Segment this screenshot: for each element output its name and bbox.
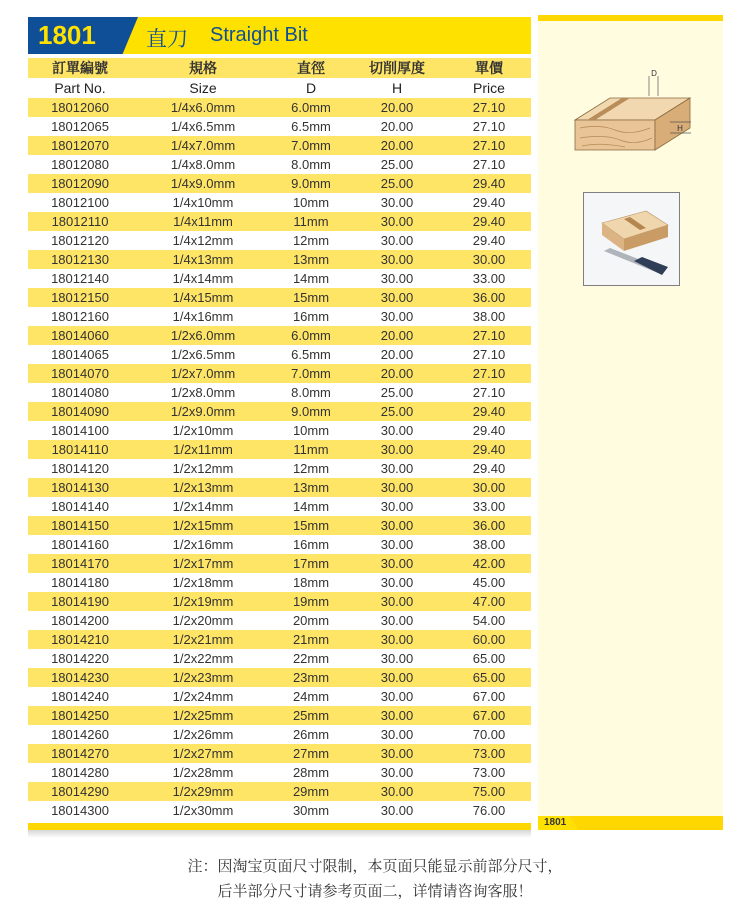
spec-table-body xyxy=(28,98,531,820)
table-row xyxy=(28,288,531,307)
cut-height-cell: 30.00 xyxy=(380,518,414,533)
diameter-cell: 12mm xyxy=(292,233,330,248)
size-cell: 1/2x27mm xyxy=(172,746,234,761)
table-row xyxy=(28,725,531,744)
table-row xyxy=(28,193,531,212)
size-cell: 1/4x16mm xyxy=(172,309,234,324)
part-no-cell: 18012080 xyxy=(51,157,109,172)
price-cell: 27.10 xyxy=(472,385,506,400)
cut-height-cell: 30.00 xyxy=(380,575,414,590)
size-cell: 1/2x28mm xyxy=(172,765,234,780)
size-cell: 1/4x6.0mm xyxy=(170,100,236,115)
size-cell: 1/2x14mm xyxy=(172,499,234,514)
cut-height-cell: 30.00 xyxy=(380,784,414,799)
table-header-band xyxy=(28,17,531,54)
cut-height-cell: 20.00 xyxy=(380,366,414,381)
table-row xyxy=(28,440,531,459)
cut-height-cell: 20.00 xyxy=(380,328,414,343)
cut-height-cell: 25.00 xyxy=(380,385,414,400)
price-cell: 29.40 xyxy=(472,233,506,248)
cut-height-cell: 30.00 xyxy=(380,195,414,210)
part-no-cell: 18012160 xyxy=(51,309,109,324)
table-row xyxy=(28,611,531,630)
table-row xyxy=(28,250,531,269)
cut-height-cell: 30.00 xyxy=(380,556,414,571)
table-row xyxy=(28,478,531,497)
price-cell: 27.10 xyxy=(472,328,506,343)
part-no-cell: 18012120 xyxy=(51,233,109,248)
column-header-size-cn: 規格 xyxy=(189,60,217,76)
part-no-cell: 18014210 xyxy=(51,632,109,647)
table-footer-bar xyxy=(28,823,531,830)
size-cell: 1/2x13mm xyxy=(172,480,234,495)
part-no-cell: 18014090 xyxy=(51,404,109,419)
diameter-cell: 6.0mm xyxy=(291,100,331,115)
size-cell: 1/2x26mm xyxy=(172,727,234,742)
dimension-h-label: H xyxy=(677,124,683,133)
diameter-cell: 26mm xyxy=(292,727,330,742)
price-cell: 27.10 xyxy=(472,119,506,134)
diameter-cell: 17mm xyxy=(292,556,330,571)
part-no-cell: 18012110 xyxy=(51,214,109,229)
table-row xyxy=(28,687,531,706)
cut-height-cell: 30.00 xyxy=(380,594,414,609)
price-cell: 42.00 xyxy=(472,556,506,571)
table-footer-shadow xyxy=(28,830,531,838)
table-row xyxy=(28,554,531,573)
diameter-cell: 12mm xyxy=(292,461,330,476)
part-no-cell: 18014190 xyxy=(51,594,109,609)
table-row xyxy=(28,421,531,440)
diameter-cell: 10mm xyxy=(292,195,330,210)
part-no-cell: 18014180 xyxy=(51,575,109,590)
part-no-cell: 18014150 xyxy=(51,518,109,533)
diameter-cell: 28mm xyxy=(292,765,330,780)
price-cell: 27.10 xyxy=(472,157,506,172)
cut-height-cell: 30.00 xyxy=(380,423,414,438)
product-title-en: Straight Bit xyxy=(210,24,308,46)
cut-height-cell: 30.00 xyxy=(380,233,414,248)
column-header-cut-height: H xyxy=(391,80,403,96)
table-row xyxy=(28,364,531,383)
size-cell: 1/2x11mm xyxy=(173,442,233,457)
part-no-cell: 18014300 xyxy=(51,803,109,818)
part-no-cell: 18012070 xyxy=(51,138,109,153)
cut-height-cell: 30.00 xyxy=(380,746,414,761)
price-cell: 65.00 xyxy=(472,670,506,685)
price-cell: 29.40 xyxy=(472,442,506,457)
size-cell: 1/2x10mm xyxy=(172,423,234,438)
table-row xyxy=(28,231,531,250)
size-cell: 1/2x29mm xyxy=(172,784,234,799)
table-row xyxy=(28,782,531,801)
size-cell: 1/2x17mm xyxy=(172,556,234,571)
size-cell: 1/2x18mm xyxy=(172,575,234,590)
cut-height-cell: 25.00 xyxy=(380,176,414,191)
diameter-cell: 11mm xyxy=(293,214,329,229)
price-cell: 27.10 xyxy=(472,100,506,115)
cut-height-cell: 20.00 xyxy=(380,100,414,115)
table-row xyxy=(28,573,531,592)
price-cell: 29.40 xyxy=(472,404,506,419)
table-row xyxy=(28,516,531,535)
price-cell: 60.00 xyxy=(472,632,506,647)
table-row xyxy=(28,212,531,231)
sidebar-footer-bar xyxy=(538,816,723,830)
diameter-cell: 23mm xyxy=(292,670,330,685)
price-cell: 73.00 xyxy=(472,746,506,761)
table-row xyxy=(28,345,531,364)
table-row xyxy=(28,459,531,478)
part-no-cell: 18014110 xyxy=(51,442,109,457)
cut-height-cell: 30.00 xyxy=(380,651,414,666)
diameter-cell: 16mm xyxy=(292,309,330,324)
diameter-cell: 27mm xyxy=(292,746,330,761)
table-row xyxy=(28,763,531,782)
part-no-cell: 18012090 xyxy=(51,176,109,191)
table-row xyxy=(28,98,531,117)
diameter-cell: 20mm xyxy=(292,613,330,628)
price-cell: 38.00 xyxy=(472,537,506,552)
table-row xyxy=(28,326,531,345)
cut-height-cell: 30.00 xyxy=(380,252,414,267)
size-cell: 1/2x6.5mm xyxy=(170,347,236,362)
diameter-cell: 15mm xyxy=(292,290,330,305)
cut-height-cell: 30.00 xyxy=(380,803,414,818)
diameter-cell: 14mm xyxy=(292,499,330,514)
part-no-cell: 18014170 xyxy=(51,556,109,571)
size-cell: 1/4x6.5mm xyxy=(170,119,236,134)
router-bit-photo xyxy=(584,193,679,285)
column-headers-en xyxy=(28,78,531,98)
column-header-size: Size xyxy=(189,80,217,96)
price-cell: 67.00 xyxy=(472,708,506,723)
groove-diagram xyxy=(570,68,695,158)
table-row xyxy=(28,497,531,516)
price-cell: 33.00 xyxy=(472,271,506,286)
part-no-cell: 18014220 xyxy=(51,651,109,666)
cut-height-cell: 30.00 xyxy=(380,632,414,647)
cut-height-cell: 30.00 xyxy=(380,290,414,305)
cut-height-cell: 30.00 xyxy=(380,727,414,742)
column-headers-cn xyxy=(28,58,531,78)
size-cell: 1/4x14mm xyxy=(172,271,234,286)
price-cell: 45.00 xyxy=(472,575,506,590)
diameter-cell: 7.0mm xyxy=(291,138,331,153)
column-header-price: Price xyxy=(473,80,505,96)
cut-height-cell: 25.00 xyxy=(380,404,414,419)
size-cell: 1/2x23mm xyxy=(172,670,234,685)
diameter-cell: 13mm xyxy=(292,480,330,495)
price-cell: 76.00 xyxy=(472,803,506,818)
cut-height-cell: 30.00 xyxy=(380,480,414,495)
column-header-part-no-cn: 訂單編號 xyxy=(52,60,108,76)
column-header-cut-height-cn: 切削厚度 xyxy=(369,60,425,76)
size-cell: 1/4x15mm xyxy=(172,290,234,305)
size-cell: 1/4x12mm xyxy=(172,233,234,248)
cut-height-cell: 30.00 xyxy=(380,309,414,324)
part-no-cell: 18012065 xyxy=(51,119,109,134)
diameter-cell: 10mm xyxy=(292,423,330,438)
size-cell: 1/2x20mm xyxy=(172,613,234,628)
table-row xyxy=(28,136,531,155)
price-cell: 27.10 xyxy=(472,366,506,381)
product-title-cn: 直刀 xyxy=(146,28,188,51)
part-no-cell: 18014290 xyxy=(51,784,109,799)
cut-height-cell: 30.00 xyxy=(380,461,414,476)
diameter-cell: 11mm xyxy=(293,442,329,457)
cut-height-cell: 20.00 xyxy=(380,347,414,362)
part-no-cell: 18012130 xyxy=(51,252,109,267)
diameter-cell: 19mm xyxy=(292,594,330,609)
cut-height-cell: 30.00 xyxy=(380,670,414,685)
size-cell: 1/2x12mm xyxy=(172,461,234,476)
size-cell: 1/2x19mm xyxy=(172,594,234,609)
column-header-price-cn: 單價 xyxy=(475,60,503,76)
note-line-2: 后半部分尺寸请参考页面二，详情请咨询客服！ xyxy=(217,883,533,900)
diameter-cell: 24mm xyxy=(292,689,330,704)
size-cell: 1/2x7.0mm xyxy=(170,366,236,381)
part-no-cell: 18014070 xyxy=(51,366,109,381)
part-no-cell: 18012140 xyxy=(51,271,109,286)
cut-height-cell: 30.00 xyxy=(380,499,414,514)
part-no-cell: 18014130 xyxy=(51,480,109,495)
part-no-cell: 18014100 xyxy=(51,423,109,438)
diameter-cell: 9.0mm xyxy=(291,404,331,419)
diameter-cell: 8.0mm xyxy=(291,385,331,400)
diameter-cell: 6.5mm xyxy=(291,347,331,362)
part-no-cell: 18012100 xyxy=(51,195,109,210)
part-no-cell: 18014250 xyxy=(51,708,109,723)
table-row xyxy=(28,174,531,193)
size-cell: 1/2x8.0mm xyxy=(170,385,236,400)
table-row xyxy=(28,668,531,687)
cut-height-cell: 30.00 xyxy=(380,708,414,723)
price-cell: 29.40 xyxy=(472,461,506,476)
price-cell: 29.40 xyxy=(472,176,506,191)
table-row xyxy=(28,117,531,136)
price-cell: 47.00 xyxy=(472,594,506,609)
table-row xyxy=(28,801,531,820)
size-cell: 1/4x13mm xyxy=(172,252,234,267)
part-no-cell: 18014120 xyxy=(51,461,109,476)
table-row xyxy=(28,155,531,174)
size-cell: 1/4x8.0mm xyxy=(170,157,236,172)
size-cell: 1/2x22mm xyxy=(172,651,234,666)
diameter-cell: 13mm xyxy=(292,252,330,267)
size-cell: 1/2x24mm xyxy=(172,689,234,704)
part-no-cell: 18014230 xyxy=(51,670,109,685)
part-no-cell: 18014080 xyxy=(51,385,109,400)
price-cell: 65.00 xyxy=(472,651,506,666)
cut-height-cell: 30.00 xyxy=(380,765,414,780)
part-no-cell: 18014200 xyxy=(51,613,109,628)
part-no-cell: 18014060 xyxy=(51,328,109,343)
size-cell: 1/2x30mm xyxy=(172,803,234,818)
table-row xyxy=(28,592,531,611)
part-no-cell: 18014270 xyxy=(51,746,109,761)
price-cell: 33.00 xyxy=(472,499,506,514)
size-cell: 1/2x9.0mm xyxy=(170,404,236,419)
table-row xyxy=(28,269,531,288)
size-cell: 1/4x10mm xyxy=(172,195,234,210)
diameter-cell: 6.0mm xyxy=(291,328,331,343)
part-no-cell: 18012150 xyxy=(51,290,109,305)
price-cell: 73.00 xyxy=(472,765,506,780)
column-header-diameter-cn: 直徑 xyxy=(297,60,325,76)
part-no-cell: 18014240 xyxy=(51,689,109,704)
diameter-cell: 6.5mm xyxy=(291,119,331,134)
price-cell: 67.00 xyxy=(472,689,506,704)
price-cell: 27.10 xyxy=(472,347,506,362)
size-cell: 1/2x6.0mm xyxy=(170,328,236,343)
part-no-cell: 18014260 xyxy=(51,727,109,742)
diameter-cell: 29mm xyxy=(292,784,330,799)
product-photo xyxy=(583,192,680,286)
price-cell: 38.00 xyxy=(472,309,506,324)
price-cell: 30.00 xyxy=(472,252,506,267)
table-row xyxy=(28,744,531,763)
size-cell: 1/4x9.0mm xyxy=(170,176,236,191)
diameter-cell: 18mm xyxy=(292,575,330,590)
note-line-1: 注：因淘宝页面尺寸限制，本页面只能显示前部分尺寸， xyxy=(187,858,563,875)
diameter-cell: 21mm xyxy=(292,632,330,647)
price-cell: 29.40 xyxy=(472,423,506,438)
price-cell: 54.00 xyxy=(472,613,506,628)
diameter-cell: 9.0mm xyxy=(291,176,331,191)
diameter-cell: 16mm xyxy=(292,537,330,552)
cut-height-cell: 30.00 xyxy=(380,214,414,229)
diameter-cell: 25mm xyxy=(292,708,330,723)
product-code: 1801 xyxy=(38,20,96,50)
cut-height-cell: 30.00 xyxy=(380,689,414,704)
price-cell: 27.10 xyxy=(472,138,506,153)
part-no-cell: 18014065 xyxy=(51,347,109,362)
cut-height-cell: 25.00 xyxy=(380,157,414,172)
price-cell: 75.00 xyxy=(472,784,506,799)
sidebar-product-code: 1801 xyxy=(544,817,567,828)
cut-height-cell: 20.00 xyxy=(380,138,414,153)
diameter-cell: 22mm xyxy=(292,651,330,666)
cut-height-cell: 20.00 xyxy=(380,119,414,134)
diameter-cell: 14mm xyxy=(292,271,330,286)
size-cell: 1/2x15mm xyxy=(172,518,234,533)
size-cell: 1/2x25mm xyxy=(172,708,234,723)
table-row xyxy=(28,307,531,326)
size-cell: 1/4x11mm xyxy=(173,214,233,229)
diameter-cell: 8.0mm xyxy=(291,157,331,172)
size-cell: 1/2x16mm xyxy=(172,537,234,552)
diameter-cell: 7.0mm xyxy=(291,366,331,381)
table-row xyxy=(28,630,531,649)
part-no-cell: 18014140 xyxy=(51,499,109,514)
column-header-part-no: Part No. xyxy=(54,80,106,96)
diameter-cell: 15mm xyxy=(292,518,330,533)
price-cell: 29.40 xyxy=(472,214,506,229)
price-cell: 70.00 xyxy=(472,727,506,742)
table-row xyxy=(28,402,531,421)
table-row xyxy=(28,535,531,554)
price-cell: 29.40 xyxy=(472,195,506,210)
size-cell: 1/2x21mm xyxy=(172,632,234,647)
cut-height-cell: 30.00 xyxy=(380,613,414,628)
part-no-cell: 18014280 xyxy=(51,765,109,780)
column-header-diameter: D xyxy=(305,80,317,96)
table-row xyxy=(28,649,531,668)
size-cell: 1/4x7.0mm xyxy=(170,138,236,153)
dimension-d-label: D xyxy=(651,69,657,78)
cut-height-cell: 30.00 xyxy=(380,442,414,457)
price-cell: 36.00 xyxy=(472,518,506,533)
diameter-cell: 30mm xyxy=(292,803,330,818)
table-row xyxy=(28,383,531,402)
cut-height-cell: 30.00 xyxy=(380,271,414,286)
part-no-cell: 18014160 xyxy=(51,537,109,552)
table-row xyxy=(28,706,531,725)
price-cell: 36.00 xyxy=(472,290,506,305)
price-cell: 30.00 xyxy=(472,480,506,495)
cut-height-cell: 30.00 xyxy=(380,537,414,552)
part-no-cell: 18012060 xyxy=(51,100,109,115)
